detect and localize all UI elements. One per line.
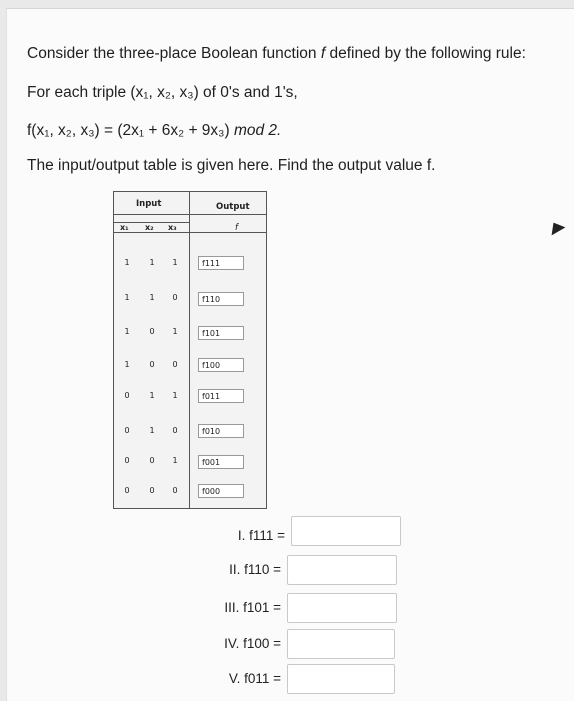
input-header: Input [136, 199, 162, 209]
function-symbol: f [320, 45, 326, 62]
cell-x2: 0 [149, 456, 155, 465]
answer-label-f101: III. f101 = [224, 600, 281, 615]
col-x1-header: x₁ [120, 223, 129, 232]
problem-text: defined by the following rule: [325, 45, 526, 62]
cell-x3: 0 [172, 426, 178, 435]
cell-x1: 0 [124, 456, 130, 465]
output-cell: f010 [198, 424, 244, 438]
output-cell: f100 [198, 358, 244, 372]
cell-x1: 1 [124, 293, 130, 302]
output-cell: f110 [198, 292, 244, 306]
output-cell: f101 [198, 326, 244, 340]
cell-x1: 0 [124, 426, 130, 435]
cell-x3: 1 [172, 391, 178, 400]
output-cell: f011 [198, 389, 244, 403]
cell-x3: 1 [172, 258, 178, 267]
problem-line-2: For each triple (x₁, x₂, x₃) of 0's and 1's, [27, 84, 298, 101]
answer-input-f111[interactable] [291, 516, 401, 546]
truth-table [113, 191, 267, 509]
answer-input-f011[interactable] [287, 664, 395, 694]
output-cell: f111 [198, 256, 244, 270]
cell-x2: 1 [149, 391, 155, 400]
answer-input-f110[interactable] [287, 555, 397, 585]
cell-x2: 0 [149, 486, 155, 495]
output-cell: f001 [198, 455, 244, 469]
cell-x3: 0 [172, 293, 178, 302]
answer-label-f011: V. f011 = [228, 671, 281, 686]
answer-input-f101[interactable] [287, 593, 397, 623]
cell-x3: 0 [172, 360, 178, 369]
cell-x1: 0 [124, 486, 130, 495]
cell-x3: 1 [172, 327, 178, 336]
cell-x3: 1 [172, 456, 178, 465]
formula-mod: mod 2. [233, 122, 282, 139]
col-x2-header: x₂ [145, 223, 154, 232]
cell-x2: 1 [149, 258, 155, 267]
cell-x1: 1 [124, 360, 130, 369]
cell-x2: 0 [149, 327, 155, 336]
col-f-header: f [235, 223, 238, 233]
answer-label-f100: IV. f100 = [224, 636, 281, 651]
answer-label-f111: I. f111 = [237, 528, 285, 543]
output-header: Output [216, 202, 250, 212]
problem-line-3 [27, 122, 281, 140]
problem-line-4: The input/output table is given here. Find the output value f. [27, 157, 436, 174]
output-cell: f000 [198, 484, 244, 498]
cell-x1: 1 [124, 258, 130, 267]
cell-x2: 1 [149, 293, 155, 302]
formula-text: f(x₁, x₂, x₃) = (2x₁ + 6x₂ + 9x₃) [27, 122, 234, 139]
answer-label-f110: II. f110 = [229, 562, 281, 577]
answer-input-f100[interactable] [287, 629, 395, 659]
cell-x2: 0 [149, 360, 155, 369]
problem-line-1 [27, 45, 526, 63]
problem-text: Consider the three-place Boolean function [27, 45, 321, 62]
col-x3-header: x₃ [168, 223, 177, 232]
cell-x1: 1 [124, 327, 130, 336]
cell-x3: 0 [172, 486, 178, 495]
cell-x2: 1 [149, 426, 155, 435]
cell-x1: 0 [124, 391, 130, 400]
question-page [6, 8, 574, 701]
